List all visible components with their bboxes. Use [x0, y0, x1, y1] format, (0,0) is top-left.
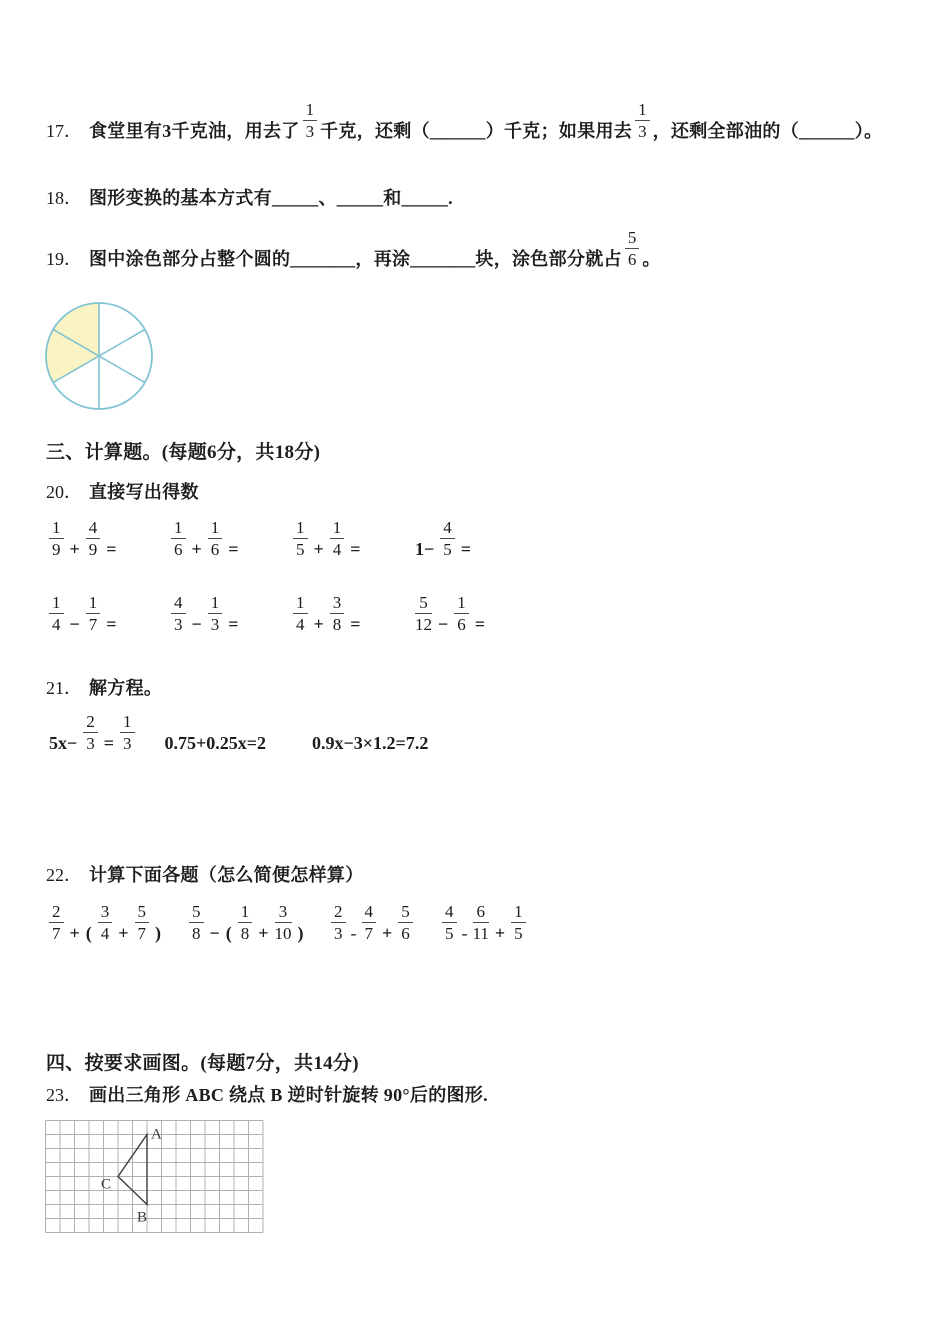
q20-problem-4 — [412, 518, 534, 560]
fraction-denominator: 6 — [174, 540, 183, 559]
fraction-numerator: 1 — [208, 518, 223, 539]
fraction — [331, 902, 346, 943]
operator: = — [350, 539, 361, 559]
q20-problem-1 — [46, 518, 168, 560]
fraction-denominator: 7 — [137, 924, 147, 943]
rotation-grid-figure — [45, 1120, 916, 1233]
circle-figure-svg — [44, 301, 154, 411]
operator: − — [69, 614, 80, 634]
fraction-denominator: 4 — [296, 615, 305, 634]
question-23-title: 画出三角形 ABC 绕点 B 逆时针旋转 90°后的图形. — [89, 1085, 488, 1105]
operator: ( — [85, 923, 92, 943]
question-23-heading — [46, 1082, 916, 1109]
fraction-denominator: 6 — [457, 615, 466, 634]
question-23-number: 23． — [46, 1085, 82, 1105]
fraction-numerator: 6 — [473, 902, 489, 923]
question-17-text — [89, 100, 883, 141]
q21-equation-3 — [309, 733, 431, 754]
fraction — [330, 593, 345, 634]
question-18-text — [89, 188, 453, 208]
fraction-numerator: 1 — [49, 518, 64, 539]
question-20-heading — [46, 479, 916, 506]
vertex-label-b: B — [136, 1209, 148, 1226]
fraction-numerator: 4 — [362, 902, 377, 923]
fraction-numerator: 1 — [454, 593, 469, 614]
fraction — [440, 518, 455, 559]
question-20-title: 直接写出得数 — [89, 482, 199, 502]
operator: + — [258, 923, 269, 943]
question-17-number: 17． — [46, 121, 82, 141]
operator: = — [350, 614, 361, 634]
operator: − — [438, 614, 449, 634]
fraction-numerator: 1 — [293, 518, 308, 539]
fraction-numerator: 2 — [83, 712, 98, 733]
question-18-number: 18． — [46, 188, 82, 208]
q20-problem-8 — [412, 593, 534, 635]
fraction — [86, 593, 101, 634]
q20-problem-2 — [168, 518, 290, 560]
operator: + — [313, 614, 324, 634]
fraction — [473, 902, 489, 943]
fraction-numerator: 5 — [398, 902, 413, 923]
fraction-numerator: 1 — [238, 902, 253, 923]
operator: − — [209, 923, 220, 943]
fraction-denominator: 11 — [472, 924, 489, 943]
fraction — [303, 100, 318, 141]
question-17 — [46, 100, 916, 145]
fraction — [511, 902, 526, 943]
fraction-numerator: 1 — [208, 593, 223, 614]
q22-problem-1 — [46, 902, 186, 944]
text-run: 图中涂色部分占整个圆的_______，再涂_______块，涂色部分就占 — [89, 249, 622, 269]
q20-row-1 — [46, 518, 916, 560]
operator: ) — [155, 923, 162, 943]
fraction-denominator: 3 — [638, 122, 647, 141]
question-21-heading — [46, 675, 916, 702]
operator: = — [106, 539, 117, 559]
fraction-numerator: 3 — [275, 902, 292, 923]
fraction-denominator: 6 — [627, 250, 637, 269]
fraction-denominator: 9 — [88, 540, 98, 559]
fraction-numerator: 3 — [98, 902, 113, 923]
fraction-denominator: 8 — [192, 924, 201, 943]
fraction-denominator: 10 — [274, 924, 292, 943]
fraction — [135, 902, 150, 943]
shaded-circle-figure — [44, 301, 916, 411]
fraction — [635, 100, 650, 141]
q22-problem-4 — [439, 902, 529, 944]
q20-row-2 — [46, 593, 916, 635]
fraction-denominator: 6 — [210, 540, 220, 559]
operator: + — [69, 923, 80, 943]
fraction-denominator: 4 — [100, 924, 110, 943]
vertex-label-a: A — [151, 1126, 162, 1143]
fraction — [398, 902, 413, 943]
operator: + — [191, 539, 202, 559]
q21-equation-1 — [46, 712, 138, 754]
fraction — [442, 902, 457, 943]
fraction-numerator: 5 — [135, 902, 150, 923]
question-22-number: 22． — [46, 865, 82, 885]
fraction-numerator: 1 — [293, 593, 308, 614]
operator: = — [228, 539, 239, 559]
question-22-title: 计算下面各题（怎么简便怎样算） — [89, 865, 364, 885]
operator: + — [69, 539, 80, 559]
fraction-numerator: 2 — [49, 902, 64, 923]
fraction — [275, 902, 292, 943]
text-run: ，还剩全部油的（______）。 — [652, 121, 883, 141]
question-21-title: 解方程。 — [89, 678, 163, 698]
fraction-numerator: 5 — [415, 593, 432, 614]
q21-equation-2 — [162, 733, 270, 754]
fraction-denominator: 5 — [514, 924, 523, 943]
fraction-denominator: 9 — [52, 540, 61, 559]
q21-equations — [46, 712, 916, 754]
fraction-numerator: 4 — [442, 902, 457, 923]
fraction — [98, 902, 113, 943]
fraction-denominator: 6 — [401, 924, 410, 943]
operator: = — [474, 614, 486, 634]
fraction — [454, 593, 469, 634]
operator: + — [118, 923, 129, 943]
fraction — [49, 518, 64, 559]
text-run: 食堂里有3千克油，用去了 — [89, 121, 300, 141]
question-20-number: 20． — [46, 482, 82, 502]
fraction-denominator: 3 — [334, 924, 343, 943]
text-run: 图形变换的基本方式有_____、_____和_____. — [89, 188, 453, 208]
fraction-numerator: 1 — [511, 902, 526, 923]
fraction-denominator: 12 — [415, 615, 432, 634]
question-18 — [46, 185, 916, 212]
fraction-numerator: 2 — [331, 902, 346, 923]
operator: + — [313, 539, 324, 559]
fraction-denominator: 5 — [445, 924, 454, 943]
fraction — [49, 902, 64, 943]
fraction-denominator: 3 — [123, 734, 132, 753]
fraction — [293, 593, 308, 634]
fraction-denominator: 3 — [305, 122, 315, 141]
fraction-numerator: 3 — [330, 593, 345, 614]
fraction-numerator: 1 — [303, 100, 318, 121]
fraction-denominator: 8 — [332, 615, 342, 634]
operator: + — [382, 923, 393, 943]
fraction-numerator: 4 — [440, 518, 455, 539]
fraction-denominator: 5 — [443, 540, 452, 559]
fraction — [171, 518, 186, 559]
fraction-numerator: 1 — [635, 100, 650, 121]
operator: 0.9x−3×1.2=7.2 — [312, 733, 429, 753]
fraction-numerator: 1 — [120, 712, 135, 733]
operator: - — [461, 923, 468, 943]
q22-problem-2 — [186, 902, 328, 944]
operator: + — [494, 923, 506, 943]
fraction-numerator: 4 — [86, 518, 101, 539]
section-3-heading: 三、计算题。(每题6分，共18分) — [46, 442, 321, 463]
fraction — [189, 902, 204, 943]
fraction-numerator: 1 — [171, 518, 186, 539]
q20-problem-6 — [168, 593, 290, 635]
fraction-denominator: 5 — [296, 540, 305, 559]
fraction-numerator: 5 — [625, 228, 640, 249]
fraction — [362, 902, 377, 943]
fraction — [293, 518, 308, 559]
fraction-denominator: 7 — [364, 924, 373, 943]
fraction — [86, 518, 101, 559]
operator: 0.75+0.25x=2 — [164, 733, 267, 753]
fraction — [120, 712, 135, 753]
operator: = — [103, 733, 115, 753]
operator: = — [460, 539, 472, 559]
fraction-denominator: 3 — [210, 615, 220, 634]
question-19-text — [89, 228, 661, 269]
fraction-numerator: 1 — [49, 593, 64, 614]
fraction-denominator: 7 — [88, 615, 98, 634]
operator: ) — [297, 923, 304, 943]
fraction — [330, 518, 345, 559]
operator: − — [191, 614, 202, 634]
fraction — [49, 593, 64, 634]
section-4-heading: 四、按要求画图。(每题7分，共14分) — [46, 1053, 359, 1074]
q22-problem-3 — [328, 902, 439, 944]
question-22-heading — [46, 862, 916, 889]
operator: - — [350, 923, 357, 943]
text-run: 。 — [642, 249, 661, 269]
fraction — [238, 902, 253, 943]
q20-problem-5 — [46, 593, 168, 635]
fraction — [415, 593, 432, 634]
fraction-denominator: 3 — [174, 615, 183, 634]
fraction-numerator: 1 — [86, 593, 101, 614]
fraction-denominator: 7 — [52, 924, 61, 943]
grid-figure-svg — [45, 1120, 264, 1233]
q22-problems — [46, 902, 916, 944]
operator: = — [228, 614, 239, 634]
fraction — [208, 593, 223, 634]
operator: = — [106, 614, 117, 634]
operator: ( — [225, 923, 232, 943]
text-run: 千克，还剩（______）千克；如果用去 — [320, 121, 633, 141]
question-21-number: 21． — [46, 678, 82, 698]
fraction-numerator: 1 — [330, 518, 345, 539]
fraction-denominator: 3 — [86, 734, 95, 753]
fraction-denominator: 8 — [240, 924, 250, 943]
q20-problem-3 — [290, 518, 412, 560]
q20-problem-7 — [290, 593, 412, 635]
question-19-number: 19． — [46, 249, 82, 269]
fraction-numerator: 5 — [189, 902, 204, 923]
question-19 — [46, 228, 916, 273]
operator: 5x− — [49, 733, 78, 753]
vertex-label-c: C — [100, 1176, 111, 1193]
operator: 1− — [415, 539, 435, 559]
fraction-denominator: 4 — [332, 540, 342, 559]
fraction — [83, 712, 98, 753]
fraction — [171, 593, 186, 634]
fraction — [208, 518, 223, 559]
fraction-numerator: 4 — [171, 593, 186, 614]
fraction — [625, 228, 640, 269]
fraction-denominator: 4 — [52, 615, 61, 634]
